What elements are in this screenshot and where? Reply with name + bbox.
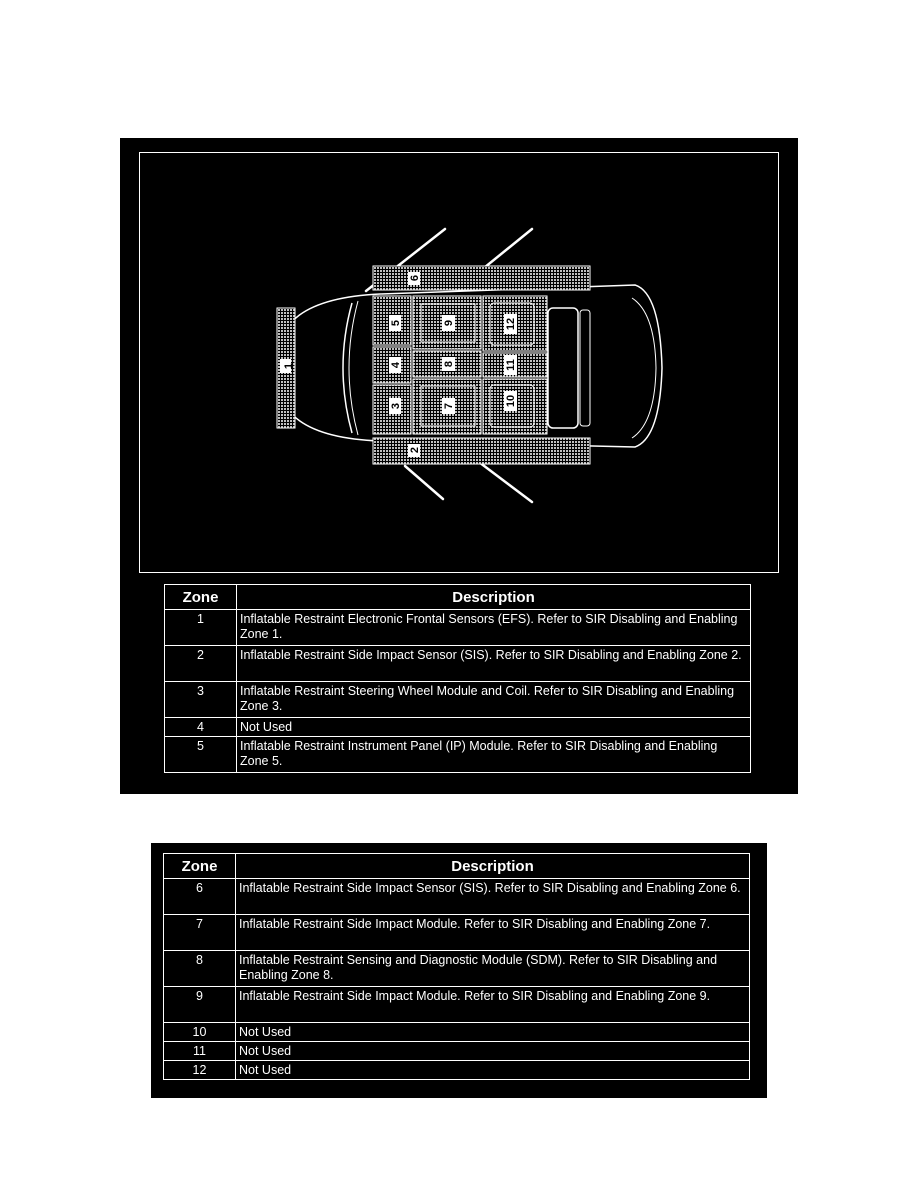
svg-text:3: 3 xyxy=(389,402,402,410)
description-cell: Inflatable Restraint Side Impact Sensor (SIS). Refer to SIR Disabling and Enabling Zone 6. xyxy=(236,879,750,915)
table-row xyxy=(164,1023,750,1042)
table-row xyxy=(164,915,750,951)
zone-cell: 1 xyxy=(165,610,237,646)
zone-cell: 10 xyxy=(164,1023,236,1042)
table-row xyxy=(164,951,750,987)
zone-10 xyxy=(483,379,547,434)
svg-text:11: 11 xyxy=(504,359,517,371)
zone-cell: 2 xyxy=(165,646,237,682)
table-row xyxy=(165,610,751,646)
windshield xyxy=(343,303,352,433)
svg-text:12: 12 xyxy=(504,317,517,331)
zone-2 xyxy=(373,438,590,464)
zone-cell: 7 xyxy=(164,915,236,951)
svg-text:6: 6 xyxy=(408,274,421,282)
table-row xyxy=(165,646,751,682)
zone-1 xyxy=(277,308,295,428)
svg-text:10: 10 xyxy=(504,394,517,408)
table-row xyxy=(165,737,751,773)
zone-cell: 9 xyxy=(164,987,236,1023)
description-cell: Inflatable Restraint Electronic Frontal Sensors (EFS). Refer to SIR Disabling and Enabling Zone 1. xyxy=(237,610,751,646)
zone-cell: 6 xyxy=(164,879,236,915)
table-row xyxy=(164,987,750,1023)
table-panel xyxy=(151,843,767,1098)
table-row xyxy=(164,1061,750,1080)
description-cell: Inflatable Restraint Instrument Panel (IP) Module. Refer to SIR Disabling and Enabling Zone 5. xyxy=(237,737,751,773)
table-row xyxy=(164,1042,750,1061)
description-header: Description xyxy=(237,585,751,610)
svg-text:5: 5 xyxy=(389,319,402,327)
description-cell: Inflatable Restraint Steering Wheel Module and Coil. Refer to SIR Disabling and Enabling Zone 3. xyxy=(237,682,751,718)
description-cell: Not Used xyxy=(236,1061,750,1080)
zone-table-bottom xyxy=(163,853,750,1080)
zone-11 xyxy=(483,353,547,377)
svg-text:9: 9 xyxy=(442,319,455,327)
zone-header: Zone xyxy=(165,585,237,610)
description-cell: Inflatable Restraint Sensing and Diagnostic Module (SDM). Refer to SIR Disabling and Enabling Zone 8. xyxy=(236,951,750,987)
table-row xyxy=(164,879,750,915)
description-cell: Inflatable Restraint Side Impact Module. Refer to SIR Disabling and Enabling Zone 9. xyxy=(236,987,750,1023)
zone-12 xyxy=(483,296,547,351)
description-cell: Not Used xyxy=(236,1023,750,1042)
table-header-row xyxy=(165,585,751,610)
rear-seat xyxy=(548,308,578,428)
zone-cell: 4 xyxy=(165,718,237,737)
zone-cell: 8 xyxy=(164,951,236,987)
svg-text:1: 1 xyxy=(282,362,295,370)
description-cell: Not Used xyxy=(236,1042,750,1061)
zone-6 xyxy=(373,266,590,290)
table-header-row xyxy=(164,854,750,879)
zone-3 xyxy=(373,385,411,434)
description-cell: Not Used xyxy=(237,718,751,737)
table-row xyxy=(165,682,751,718)
zone-8 xyxy=(413,351,481,377)
description-cell: Inflatable Restraint Side Impact Module. Refer to SIR Disabling and Enabling Zone 7. xyxy=(236,915,750,951)
zone-cell: 12 xyxy=(164,1061,236,1080)
svg-text:4: 4 xyxy=(389,361,402,369)
zone-table-top xyxy=(164,584,751,773)
svg-text:7: 7 xyxy=(442,402,455,410)
vehicle-zone-diagram xyxy=(139,152,779,573)
zone-4 xyxy=(373,347,411,383)
diagram-panel xyxy=(120,138,798,794)
description-cell: Inflatable Restraint Side Impact Sensor (SIS). Refer to SIR Disabling and Enabling Zone 2. xyxy=(237,646,751,682)
zone-cell: 5 xyxy=(165,737,237,773)
svg-text:8: 8 xyxy=(442,360,455,368)
zone-cell: 3 xyxy=(165,682,237,718)
zone-header: Zone xyxy=(164,854,236,879)
zone-9 xyxy=(413,296,481,349)
zone-7 xyxy=(413,379,481,434)
zone-5 xyxy=(373,296,411,345)
vehicle-diagram-svg xyxy=(140,153,780,574)
table-row xyxy=(165,718,751,737)
svg-text:2: 2 xyxy=(408,446,421,454)
description-header: Description xyxy=(236,854,750,879)
zone-cell: 11 xyxy=(164,1042,236,1061)
